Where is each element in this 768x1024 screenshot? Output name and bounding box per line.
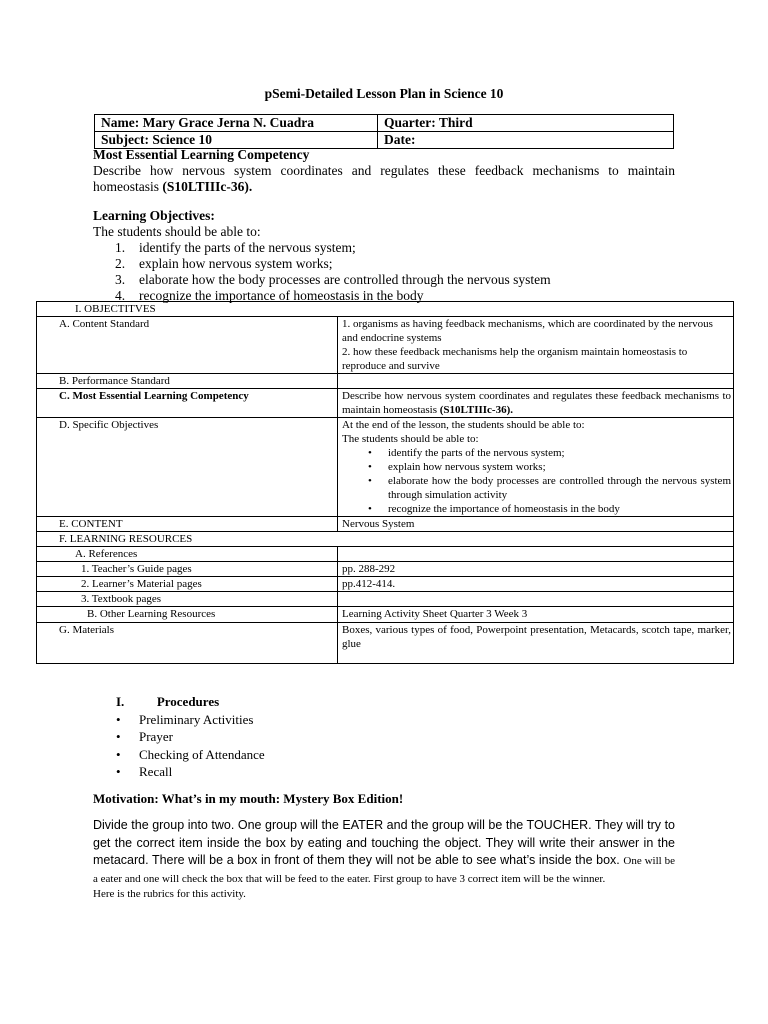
melc-label: C. Most Essential Learning Competency (37, 389, 338, 418)
performance-standard-label: B. Performance Standard (37, 374, 338, 389)
melc-code: (S10LTIIIc-36). (162, 179, 253, 194)
lesson-table (36, 301, 734, 664)
list-item: • explain how nervous system works; (342, 460, 731, 474)
materials-value: Boxes, various types of food, Powerpoint presentation, Metacards, scotch tape, marker, glue (338, 623, 734, 664)
melc-text: Describe how nervous system coordinates and regulates these feedback mechanisms to maintain homeostasis (S10LTIIIc-36). (93, 163, 675, 194)
list-item: • Recall (116, 763, 265, 781)
objectives-list (93, 240, 675, 304)
content-standard-label: A. Content Standard (37, 317, 338, 374)
melc-value: Describe how nervous system coordinates and regulates these feedback mechanisms to maintain homeostasis (S10LTIIIc-36). (338, 389, 734, 418)
list-item: • identify the parts of the nervous system; (342, 446, 731, 460)
performance-standard-value (338, 374, 734, 389)
teacher-name: Name: Mary Grace Jerna N. Cuadra (95, 115, 378, 132)
tg-label: 1. Teacher’s Guide pages (37, 562, 338, 577)
page-title: pSemi-Detailed Lesson Plan in Science 10 (264, 86, 504, 101)
content-standard-value: 1. organisms as having feedback mechanisms, which are coordinated by the nervous and endocrine systems 2. how these feedback mechanisms help the organism maintain homeostasis to reproduce and survive (338, 317, 734, 374)
date: Date: (378, 132, 674, 149)
lm-label: 2. Learner’s Material pages (37, 577, 338, 592)
specific-objectives-list (342, 446, 731, 516)
list-item: • recognize the importance of homeostasis in the body (342, 502, 731, 516)
motivation-rubrics-note: Here is the rubrics for this activity. (93, 888, 246, 900)
procedures-section (116, 693, 265, 781)
content-value: Nervous System (338, 517, 734, 532)
procedures-list (116, 711, 265, 781)
melc-section (93, 147, 675, 195)
procedures-heading: I. Procedures (116, 694, 220, 709)
textbook-label: 3. Textbook pages (37, 592, 338, 607)
learning-objectives (93, 208, 675, 304)
references-value (338, 547, 734, 562)
other-resources-value: Learning Activity Sheet Quarter 3 Week 3 (338, 607, 734, 623)
learning-objectives-heading: Learning Objectives: (93, 208, 215, 223)
motivation-heading: Motivation: What’s in my mouth: Mystery Box Edition! (93, 791, 404, 806)
list-item: 3. elaborate how the body processes are controlled through the nervous system (115, 272, 551, 287)
list-item: • elaborate how the body processes are controlled through the nervous system through simulation activity (342, 474, 731, 502)
tg-value: pp. 288-292 (338, 562, 734, 577)
specific-objectives-label: D. Specific Objectives (37, 418, 338, 517)
list-item: 2. explain how nervous system works; (115, 256, 333, 271)
objectives-row: I. OBJECTITVES (37, 302, 734, 317)
list-item: • Checking of Attendance (116, 746, 265, 764)
info-table (94, 114, 674, 149)
specific-objectives-value: At the end of the lesson, the students should be able to: The students should be able to: • identify the parts of the nervous system; • explain how nervous system works; • elaborate how the body processes are controlled through the nervous system through simulation activity • recognize the importance of homeostasis in the body (338, 418, 734, 517)
textbook-value (338, 592, 734, 607)
list-item: • Prayer (116, 728, 265, 746)
content-label: E. CONTENT (37, 517, 338, 532)
list-item: 1. identify the parts of the nervous system; (115, 240, 356, 255)
motivation-paragraph: Divide the group into two. One group will the EATER and the group will be the TOUCHER. They will try to get the correct item inside the box by eating and touching the object. They will write their answer in the metacard. There will be a box in front of them they will not be able to see what’s inside the box. One will be a eater and one will check the box that will be feed to the eater. First group to have 3 correct item will be the winner. Here is the rubrics for this activity. (93, 818, 675, 900)
subject: Subject: Science 10 (95, 132, 378, 149)
learning-objectives-intro: The students should be able to: (93, 224, 261, 239)
materials-label: G. Materials (37, 623, 338, 664)
references-label: A. References (37, 547, 338, 562)
list-item: 4. recognize the importance of homeostasis in the body (115, 288, 424, 303)
lm-value: pp.412-414. (338, 577, 734, 592)
melc-heading: Most Essential Learning Competency (93, 147, 310, 162)
quarter: Quarter: Third (378, 115, 674, 132)
other-resources-label: B. Other Learning Resources (37, 607, 338, 623)
list-item: • Preliminary Activities (116, 711, 265, 729)
learning-resources-label: F. LEARNING RESOURCES (37, 532, 734, 547)
